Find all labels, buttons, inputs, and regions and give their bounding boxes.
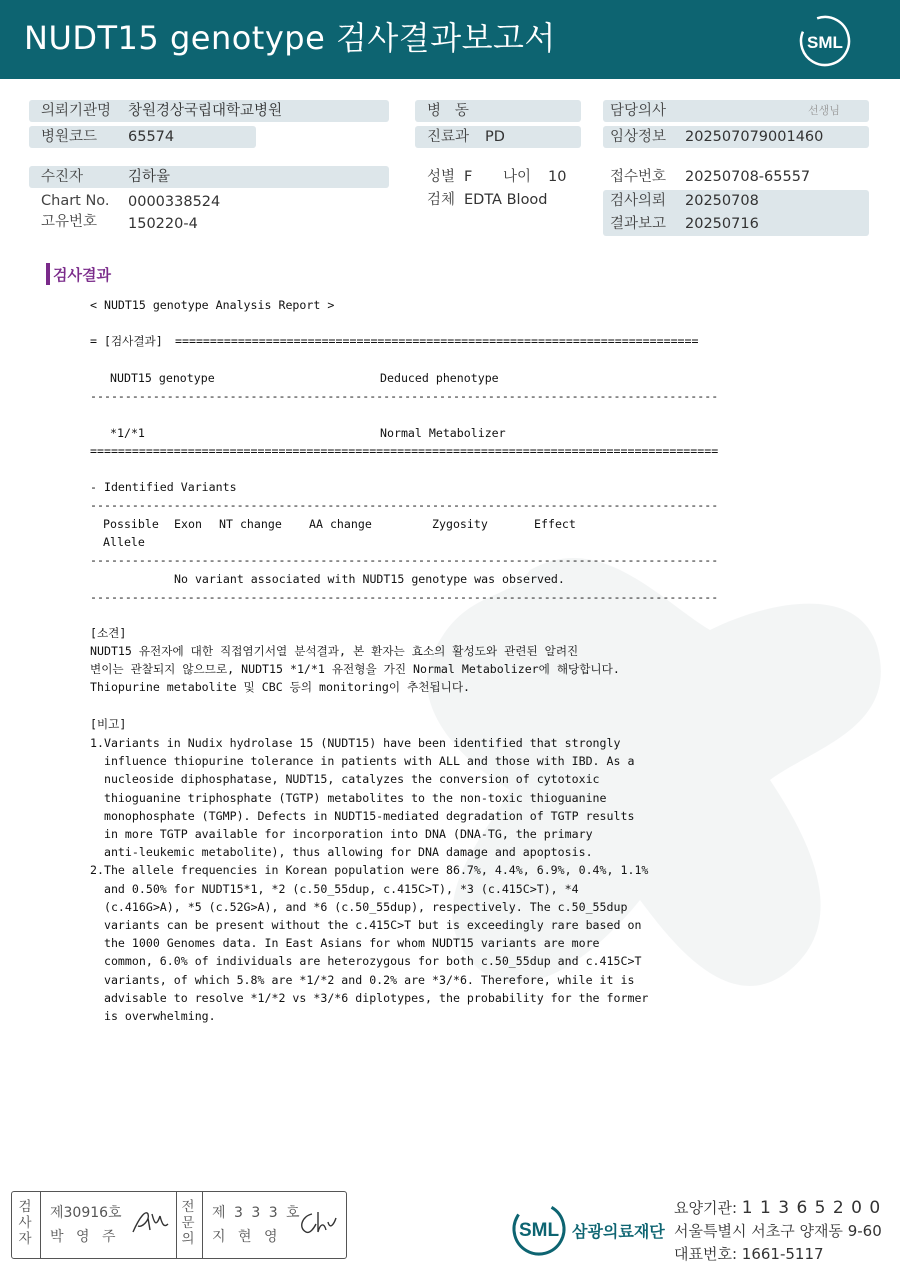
request-label: 검사의뢰 [610,193,667,209]
opinion-line: Thiopurine metabolite 및 CBC 등의 monitoring이 추천됩니다. [90,680,470,694]
signature-box [11,1191,347,1259]
tester-label-char: 검사자 [18,1199,32,1247]
patient-value: 김하율 [128,169,171,185]
specialist-number: 제 3 3 3 호 [212,1205,302,1221]
result-header-label: = [검사결과] [90,334,170,348]
sml-logo-text: SML [807,33,843,52]
rule-single: ------------------------------------------------------------------------------------------ [90,590,719,604]
foundation-name: 삼광의료재단 [572,1222,665,1241]
notes-line: thioguanine triphosphate (TGTP) metabolites to the non-toxic thioguanine [90,790,607,805]
variant-col-allele: Allele [103,535,145,549]
variant-col-effect: Effect [534,517,576,531]
specialist-label [180,1199,196,1247]
rule-single: ------------------------------------------------------------------------------------------ [90,498,719,512]
rule-single: ------------------------------------------------------------------------------------------ [90,389,719,403]
rule-double: ========================================================================================== [90,444,719,458]
age-label: 나이 [503,169,532,185]
rule-single: ------------------------------------------------------------------------------------------ [90,553,719,567]
hospital-code-value: 65574 [128,129,175,145]
divider [176,1192,177,1258]
genotype-column-header: NUDT15 genotype [110,371,215,385]
receipt-value: 20250708-65557 [685,169,811,185]
tester-name: 박 영 주 [50,1229,120,1245]
notes-line: 1.Variants in Nudix hydrolase 15 (NUDT15) have been identified that strongly [90,736,621,750]
institution-value: 창원경상국립대학교병원 [128,103,283,119]
clinical-label: 임상정보 [610,129,667,145]
notes-line: in more TGTP available for incorporation into DNA (DNA-TG, the primary [90,827,593,841]
report-date-value: 20250716 [685,216,759,232]
clinical-value: 202507079001460 [685,129,824,145]
opinion-line: 변이는 관찰되지 않으므로, NUDT15 *1/*1 유전형을 가진 Normal Metabolizer에 해당합니다. [90,662,620,676]
department-label: 진료과 [427,129,470,145]
divider [202,1192,203,1258]
sex-label: 성별 [427,169,456,185]
divider [40,1192,41,1258]
no-variant-message: No variant associated with NUDT15 genotype was observed. [174,572,565,586]
notes-line: 2.The allele frequencies in Korean population were 86.7%, 4.4%, 6.9%, 0.4%, 1.1% [90,863,649,878]
section-title: 검사결과 [53,266,111,284]
specimen-label: 검체 [427,192,456,208]
foundation-logo-text: SML [518,1220,560,1241]
phone [674,1243,824,1265]
chart-value: 0000338524 [128,194,221,210]
specimen-value: EDTA Blood [464,192,548,208]
unique-label: 고유번호 [41,214,98,230]
variant-col-aa-change: AA change [309,517,372,531]
specialist-label-char: 전문의 [181,1199,195,1247]
variant-col-possible: Possible [103,517,159,531]
notes-line: advisable to resolve *1/*2 vs *3/*6 diplotypes, the probability for the former [90,990,649,1005]
doctor-suffix: 선생님 [808,104,840,117]
variant-col-exon: Exon [174,517,202,531]
variant-col-nt-change: NT change [219,517,282,531]
chart-label: Chart No. [41,193,110,209]
foundation-logo-icon [510,1200,568,1258]
report-header [0,0,900,79]
tester-number: 제30916호 [50,1205,122,1221]
notes-line: influence thiopurine tolerance in patients with ALL and those with IBD. As a [90,754,635,769]
ward-label: 병 동 [427,103,469,119]
unique-value: 150220-4 [128,216,198,232]
patient-label: 수진자 [41,169,84,185]
address: 서울특별시 서초구 양재동 9-60 [674,1222,882,1240]
tester-label [17,1199,33,1247]
phenotype-column-header: Deduced phenotype [380,371,499,385]
opinion-heading: [소견] [90,626,127,640]
department-value: PD [485,129,505,145]
phenotype-value: Normal Metabolizer [380,426,506,440]
notes-heading: [비고] [90,717,127,731]
report-title: NUDT15 genotype 검사결과보고서 [24,19,556,57]
notes-line: variants, of which 5.8% are *1/*2 and 0.2% are *3/*6. Therefore, while it is [90,972,635,987]
variant-col-zygosity: Zygosity [432,517,488,531]
notes-line: is overwhelming. [90,1009,216,1023]
notes-line: anti-leukemic metabolite), thus allowing for DNA damage and apoptosis. [90,845,593,860]
hospital-code-label: 병원코드 [41,129,98,145]
institution-label: 의뢰기관명 [41,103,112,119]
receipt-label: 접수번호 [610,169,667,185]
notes-line: monophosphate (TGMP). Defects in NUDT15-mediated degradation of TGTP results [90,808,635,823]
doctor-label: 담당의사 [610,103,667,119]
care-value: 1 1 3 6 5 2 0 0 [741,1198,882,1218]
age-value: 10 [548,169,567,185]
sex-value: F [464,169,473,185]
care-institution [674,1197,881,1219]
notes-line: common, 6.0% of individuals are heterozygous for both c.50_55dup and c.415C>T [90,954,642,969]
notes-line: and 0.50% for NUDT15*1, *2 (c.50_55dup, c.415C>T), *3 (c.415C>T), *4 [90,881,579,896]
notes-line: the 1000 Genomes data. In East Asians for whom NUDT15 variants are more [90,936,600,951]
phone-label: 대표번호: [674,1245,742,1263]
section-marker [46,263,50,285]
genotype-value: *1/*1 [110,426,145,440]
variants-heading: - Identified Variants [90,480,237,494]
care-label: 요양기관: [674,1199,742,1217]
request-value: 20250708 [685,193,759,209]
sml-logo-icon [798,14,852,68]
phone-value: 1661-5117 [741,1245,824,1263]
rule-double: =========================================================================== [175,334,699,348]
report-date-label: 결과보고 [610,216,667,232]
opinion-line: NUDT15 유전자에 대한 직접염기서열 분석결과, 본 환자는 효소의 활성도와 관련된 알려진 [90,644,579,658]
notes-line: nucleoside diphosphatase, NUDT15, catalyzes the conversion of cytotoxic [90,772,600,787]
report-heading: < NUDT15 genotype Analysis Report > [90,298,335,312]
tester-signature-icon [130,1206,170,1236]
notes-line: (c.416G>A), *5 (c.52G>A), and *6 (c.50_55dup), respectively. The c.50_55dup [90,899,628,914]
specialist-signature-icon [296,1208,338,1238]
specialist-name: 지 현 영 [212,1229,282,1245]
notes-line: variants can be present without the c.415C>T but is exceedingly rare based on [90,918,642,932]
